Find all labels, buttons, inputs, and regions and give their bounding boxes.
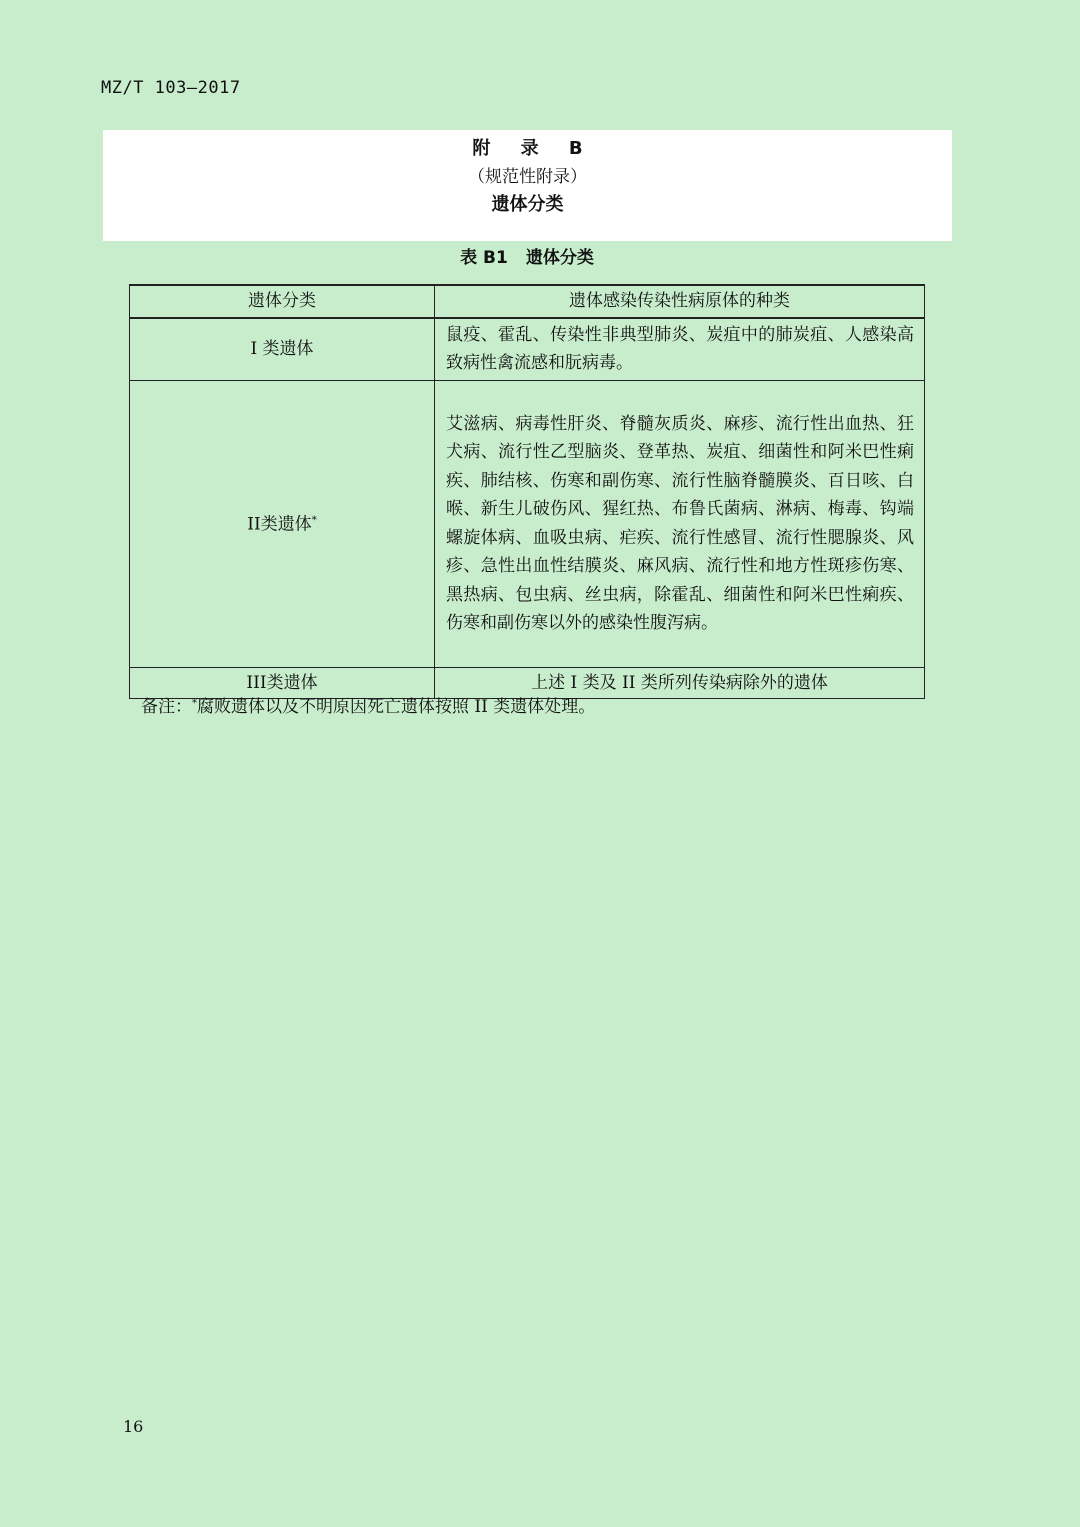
column-header-pathogens: 遗体感染传染性病原体的种类: [435, 285, 925, 318]
table-row: [130, 318, 925, 381]
table-caption: [0, 243, 1054, 268]
pathogens-cell: 上述 I 类及 II 类所列传染病除外的遗体: [435, 667, 925, 699]
table-caption-title: 遗体分类: [525, 248, 594, 268]
pathogens-cell: 鼠疫、霍乱、传染性非典型肺炎、炭疽中的肺炭疽、人感染高致病性禽流感和朊病毒。: [435, 318, 925, 381]
table-header-row: [130, 285, 925, 318]
appendix-heading: [103, 130, 952, 241]
page-number: 16: [123, 1417, 144, 1436]
category-label: II类遗体: [247, 515, 312, 536]
pathogens-cell: 艾滋病、病毒性肝炎、脊髓灰质炎、麻疹、流行性出血热、狂犬病、流行性乙型脑炎、登革热、炭疽、细菌性和阿米巴性痢疾、肺结核、伤寒和副伤寒、流行性脑脊髓膜炎、百日咳、白喉、新生儿破伤风、猩红热、布鲁氏菌病、淋病、梅毒、钩端螺旋体病、血吸虫病、疟疾、流行性感冒、流行性腮腺炎、风疹、急性出血性结膜炎、麻风病、流行性和地方性斑疹伤寒、黑热病、包虫病、丝虫病，除霍乱、细菌性和阿米巴性痢疾、伤寒和副伤寒以外的感染性腹泻病。: [435, 380, 925, 667]
note-prefix: 备注：: [141, 697, 192, 717]
column-header-category: 遗体分类: [130, 285, 435, 318]
table-note: [141, 692, 595, 717]
category-cell: [130, 380, 435, 667]
category-label: III类遗体: [246, 672, 318, 693]
footnote-mark: *: [192, 698, 197, 709]
appendix-title: 附 录 B: [472, 138, 595, 159]
footnote-mark: *: [311, 515, 317, 527]
category-label: I 类遗体: [250, 338, 314, 359]
appendix-subtitle: （规范性附录）: [468, 167, 587, 187]
note-text: 腐败遗体以及不明原因死亡遗体按照 II 类遗体处理。: [197, 697, 596, 717]
appendix-name: 遗体分类: [491, 194, 564, 215]
document-code: MZ/T 103—2017: [101, 78, 241, 98]
classification-table: [129, 284, 925, 699]
table-row: [130, 380, 925, 667]
table-caption-id: 表 B1: [460, 248, 508, 268]
category-cell: [130, 318, 435, 381]
